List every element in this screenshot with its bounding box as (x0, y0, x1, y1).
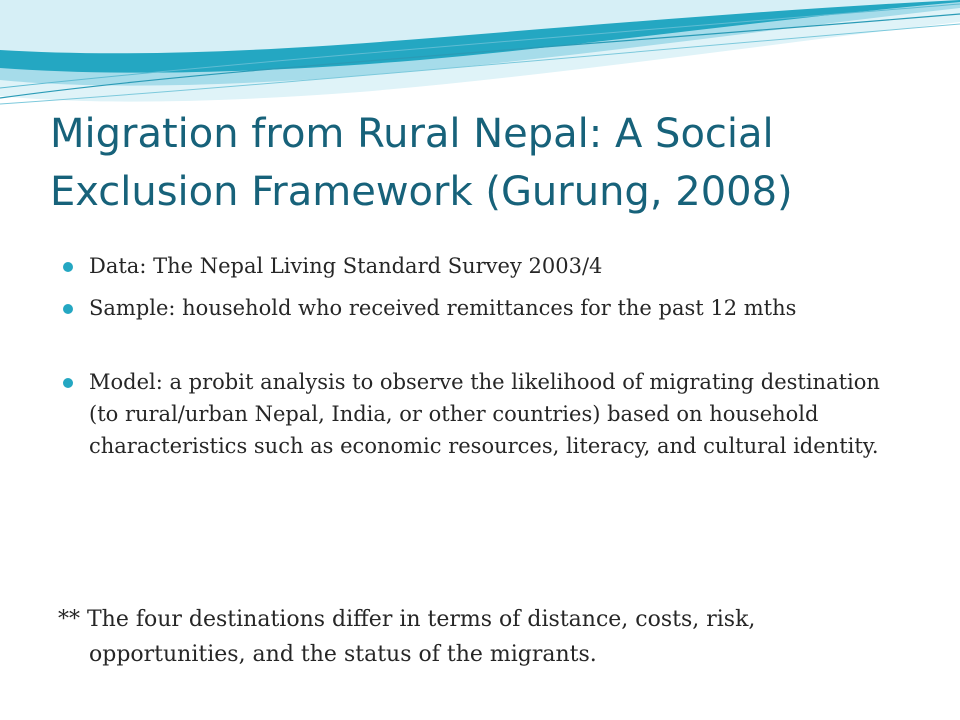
bullet-dot-icon (63, 378, 73, 388)
footnote: ** The four destinations differ in terms of distance, costs, risk, opportunities, and the status of the migrants. (58, 607, 756, 667)
bullet-dot-icon (63, 304, 73, 314)
bullet-list (58, 250, 908, 462)
slide-title: Migration from Rural Nepal: A Social Exclusion Framework (Gurung, 2008) (50, 111, 793, 215)
bullet-text: Model: a probit analysis to observe the likelihood of migrating destination (to rural/urban Nepal, India, or other countries) based on household characteristics such as economic resources, literacy, and cultural identity. (89, 370, 880, 458)
bullet-item (58, 250, 908, 282)
bullet-text: Data: The Nepal Living Standard Survey 2003/4 (89, 254, 603, 278)
bullet-item (58, 292, 908, 324)
bullet-dot-icon (63, 262, 73, 272)
bullet-text: Sample: household who received remittances for the past 12 mths (89, 296, 797, 320)
bullet-item (58, 366, 908, 462)
